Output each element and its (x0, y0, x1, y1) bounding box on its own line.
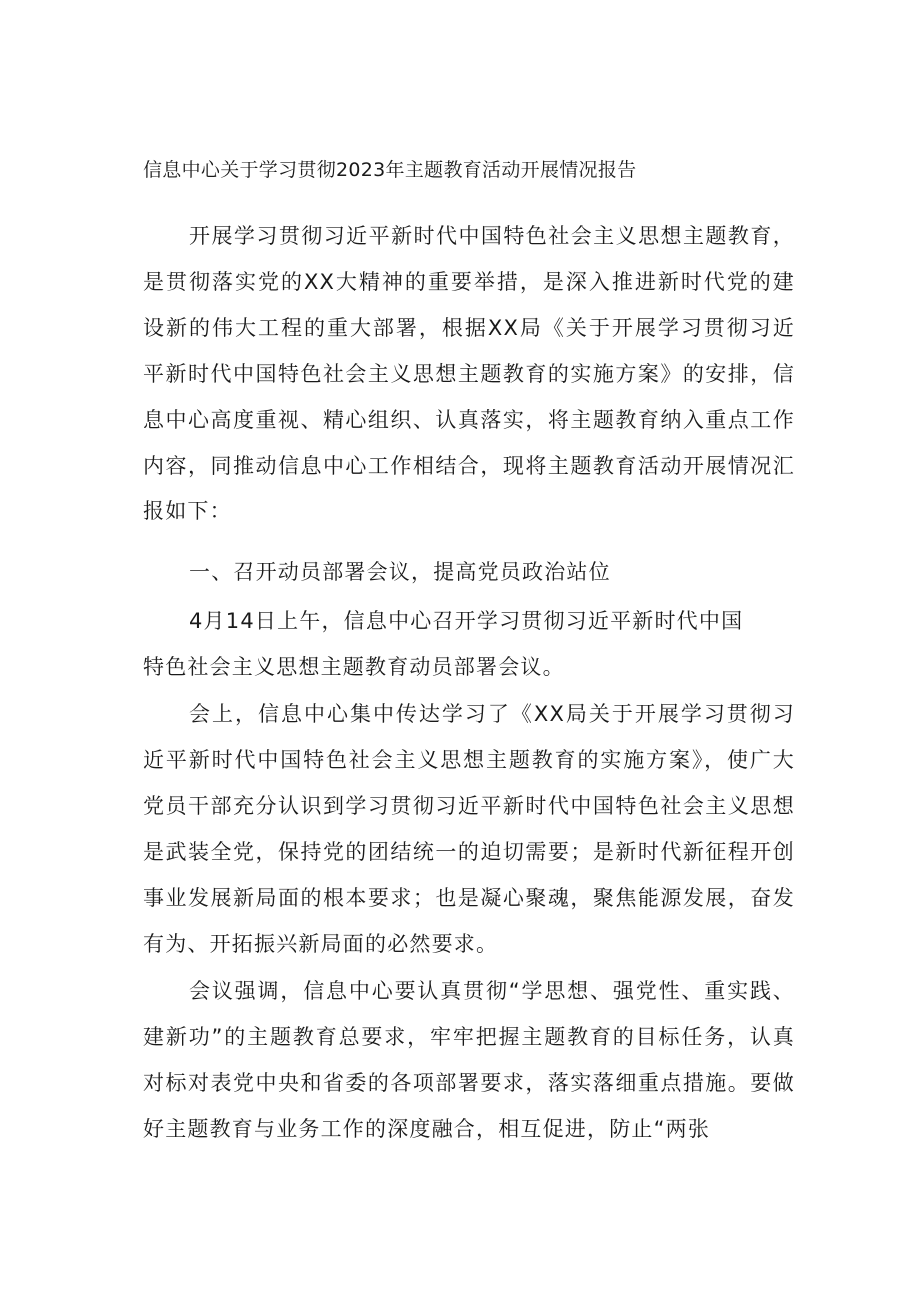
meeting-emphasis-paragraph: 会议强调，信息中心要认真贯彻“学思想、强党性、重实践、建新功”的主题教育总要求，牢牢把握主题教育的目标任务，认真对标对表党中央和省委的各项部署要求，落实落细重点措施。要做好主题教育与业务工作的深度融合，相互促进，防止“两张 (143, 979, 795, 1141)
intro-paragraph: 开展学习贯彻习近平新时代中国特色社会主义思想主题教育，是贯彻落实党的XX大精神的重要举措，是深入推进新时代党的建设新的伟大工程的重大部署，根据XX局《关于开展学习贯彻习近平新时代中国特色社会主义思想主题教育的实施方案》的安排，信息中心高度重视、精心组织、认真落实，将主题教育纳入重点工作内容，同推动信息中心工作相结合，现将主题教育活动开展情况汇报如下： (143, 224, 795, 524)
meeting-date-line-1: 4月14日上午，信息中心召开学习贯彻习近平新时代中国 (189, 609, 744, 633)
meeting-content-paragraph: 会上，信息中心集中传达学习了《XX局关于开展学习贯彻习近平新时代中国特色社会主义思想主题教育的实施方案》，使广大党员干部充分认识到学习贯彻习近平新时代中国特色社会主义思想是武装全党，保持党的团结统一的迫切需要；是新时代新征程开创事业发展新局面的根本要求；也是凝心聚魂，聚焦能源发展，奋发有为、开拓振兴新局面的必然要求。 (143, 702, 795, 956)
meeting-date-line-2: 特色社会主义思想主题教育动员部署会议。 (143, 654, 565, 679)
meeting-date-paragraph (143, 599, 795, 691)
section-heading-1: 一、召开动员部署会议，提高党员政治站位 (189, 560, 611, 584)
document-title: 信息中心关于学习贯彻2023年主题教育活动开展情况报告 (143, 159, 637, 181)
